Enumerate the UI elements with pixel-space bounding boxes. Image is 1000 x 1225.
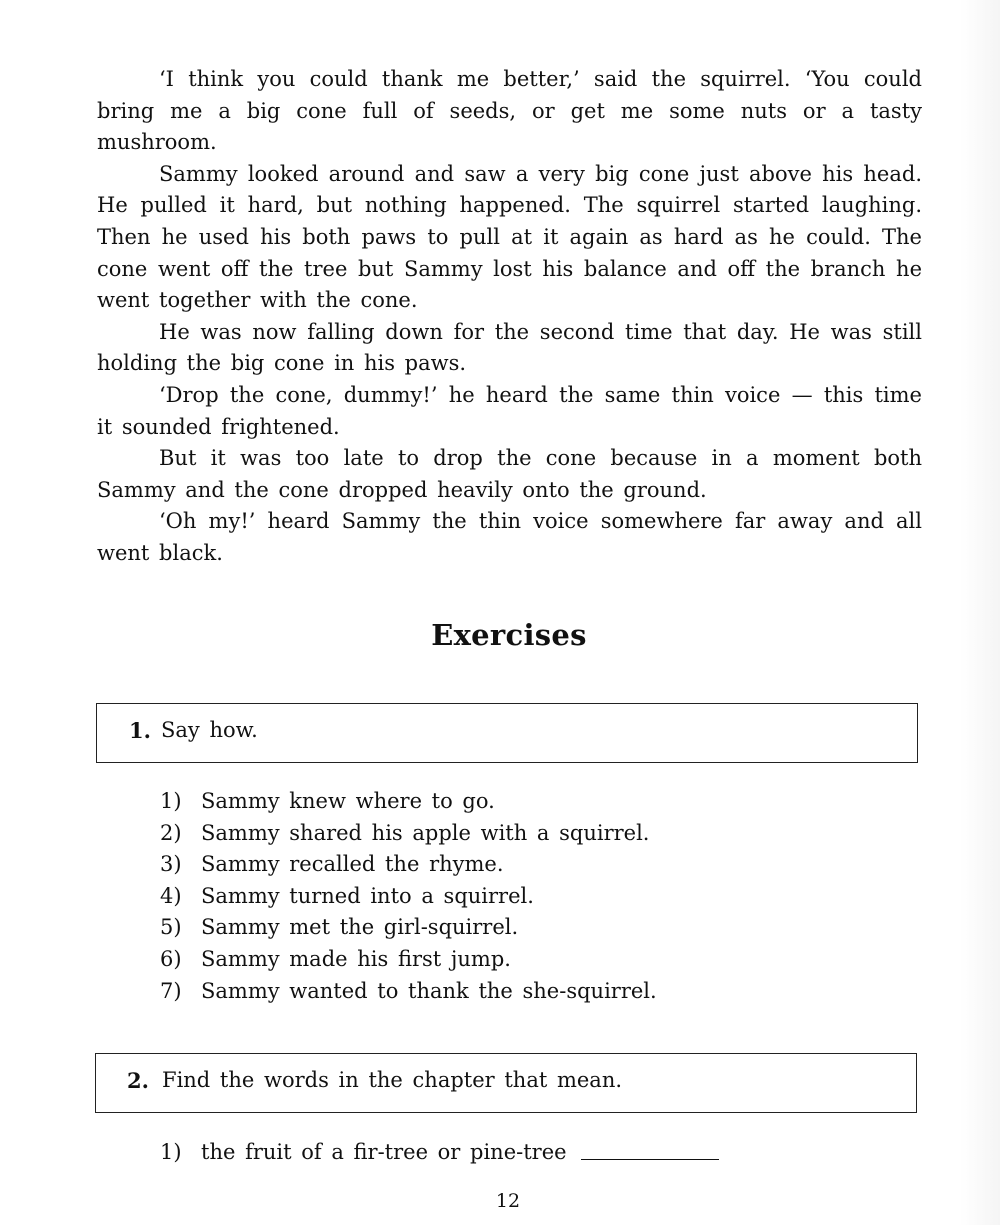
list-item [160, 1137, 719, 1169]
story-text [97, 64, 922, 570]
task-2-box [95, 1053, 917, 1113]
item-text: Sammy knew where to go. [201, 789, 495, 813]
item-number: 5) [160, 915, 182, 940]
item-text: the fruit of a fir-tree or pine-tree [201, 1140, 567, 1164]
item-number: 1) [160, 1140, 182, 1164]
story-paragraph: ‘I think you could thank me better,’ said the squirrel. ‘You could bring me a big cone full of seeds, or get me some nuts or a tasty mushroom. [97, 67, 922, 155]
list-item [160, 881, 657, 913]
story-paragraph: Sammy looked around and saw a very big cone just above his head. He pulled it hard, but nothing happened. The squirrel started laughing. Then he used his both paws to pull at it again as hard as he could. The cone went off the tree but Sammy lost his balance and off the branch he went together with the cone. [97, 161, 922, 313]
item-text: Sammy wanted to thank the she-squirrel. [201, 978, 657, 1003]
list-item [160, 976, 657, 1008]
item-number: 1) [160, 789, 182, 813]
item-text: Sammy turned into a squirrel. [201, 883, 534, 908]
item-text: Sammy made his first jump. [201, 946, 511, 971]
task-2-list [160, 1137, 719, 1169]
page-edge-shadow [960, 0, 1000, 1225]
story-paragraph: ‘Drop the cone, dummy!’ he heard the same thin voice — this time it sounded frightened. [97, 382, 922, 439]
list-item [160, 786, 657, 818]
task-1-list [160, 786, 657, 1007]
story-paragraph: ‘Oh my!’ heard Sammy the thin voice somewhere far away and all went black. [97, 509, 922, 565]
task-1-number: 1. [129, 718, 151, 743]
item-number: 6) [160, 946, 182, 971]
item-text: Sammy recalled the rhyme. [201, 852, 504, 877]
item-number: 7) [160, 978, 182, 1003]
item-number: 4) [160, 883, 182, 908]
task-2-instruction: Find the words in the chapter that mean. [162, 1068, 623, 1092]
list-item [160, 912, 657, 944]
item-text: Sammy met the girl-squirrel. [201, 915, 519, 940]
list-item [160, 944, 657, 976]
exercises-heading: Exercises [431, 618, 587, 652]
page-number: 12 [495, 1190, 521, 1212]
answer-blank-line[interactable] [581, 1137, 719, 1160]
item-text: Sammy shared his apple with a squirrel. [201, 820, 650, 845]
task-1-box [96, 703, 918, 763]
item-number: 3) [160, 852, 182, 877]
task-1-instruction: Say how. [161, 718, 258, 742]
story-paragraph: But it was too late to drop the cone because in a moment both Sammy and the cone dropped heavily onto the ground. [97, 446, 922, 502]
story-paragraph: He was now falling down for the second time that day. He was still holding the big cone in his paws. [97, 319, 922, 376]
list-item [160, 818, 657, 850]
task-2-number: 2. [127, 1068, 149, 1093]
item-number: 2) [160, 820, 182, 845]
list-item [160, 849, 657, 881]
